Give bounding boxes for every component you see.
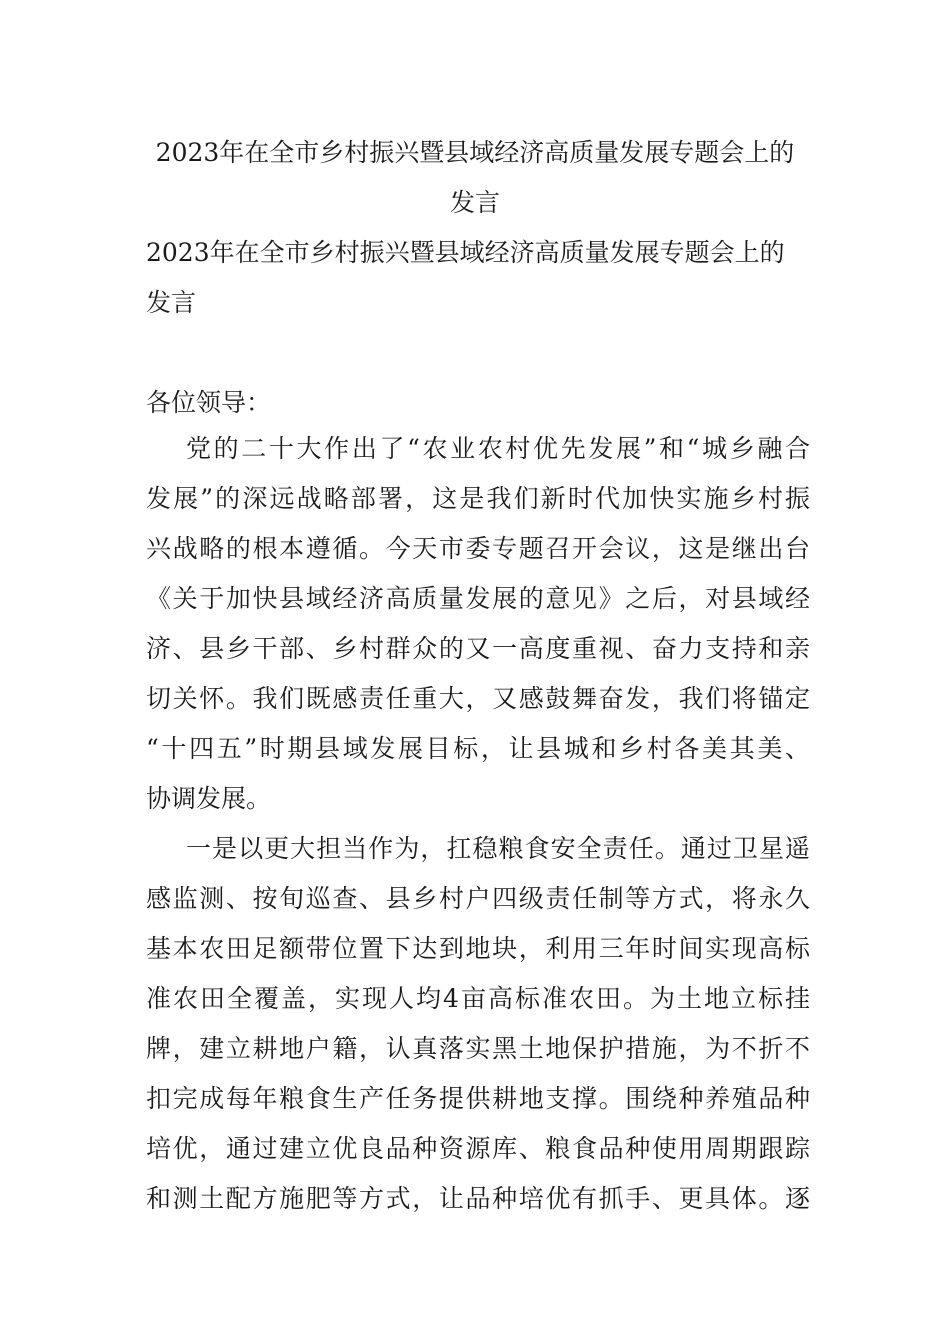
body-line: 一是以更大担当作为，扛稳粮食安全责任。通过卫星遥 (186, 834, 810, 863)
body-line: 基本农田足额带位置下达到地块，利用三年时间实现高标 (146, 934, 810, 963)
body-line: 切关怀。我们既感责任重大，又感鼓舞奋发，我们将锚定 (146, 684, 810, 713)
body-line: 培优，通过建立优良品种资源库、粮食品种使用周期跟踪 (146, 1134, 810, 1163)
document-title-left (146, 228, 810, 328)
document-body (146, 424, 810, 1224)
body-line: 协调发展。 (146, 784, 272, 813)
title-centered-line-1: 2023年在全市乡村振兴暨县域经济高质量发展专题会上的 (155, 138, 795, 167)
title-centered-line-2: 发言 (449, 188, 500, 217)
body-line: 感监测、按旬巡查、县乡村户四级责任制等方式，将永久 (146, 884, 810, 913)
body-line: 和测土配方施肥等方式，让品种培优有抓手、更具体。逐 (146, 1184, 810, 1213)
body-line: 扣完成每年粮食生产任务提供耕地支撑。围绕种养殖品种 (146, 1084, 810, 1113)
title-left-line-2: 发言 (146, 288, 197, 317)
body-line: 牌，建立耕地户籍，认真落实黑土地保护措施，为不折不 (146, 1034, 810, 1063)
document-title-centered (140, 128, 810, 228)
body-line: 济、县乡干部、乡村群众的又一高度重视、奋力支持和亲 (146, 634, 810, 663)
title-left-line-1: 2023年在全市乡村振兴暨县域经济高质量发展专题会上的 (146, 238, 785, 267)
body-line: 兴战略的根本遵循。今天市委专题召开会议，这是继出台 (146, 534, 810, 563)
salutation: 各位领导： (146, 388, 272, 417)
body-line: “十四五”时期县域发展目标，让县城和乡村各美其美、 (146, 734, 810, 763)
body-line: 《关于加快县域经济高质量发展的意见》之后，对县域经 (146, 584, 810, 613)
body-line: 发展”的深远战略部署，这是我们新时代加快实施乡村振 (146, 484, 810, 513)
body-line: 准农田全覆盖，实现人均4亩高标准农田。为土地立标挂 (146, 984, 810, 1013)
body-line: 党的二十大作出了“农业农村优先发展”和“城乡融合 (186, 434, 810, 463)
